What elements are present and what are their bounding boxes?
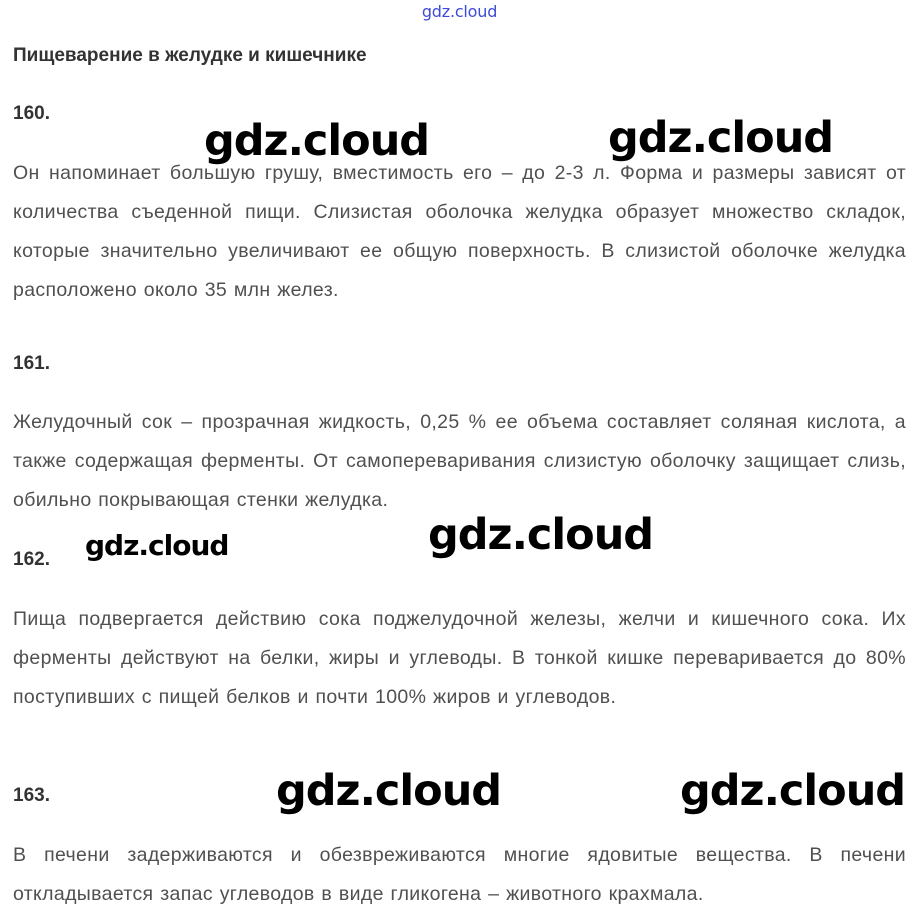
- watermark: gdz.cloud: [428, 510, 654, 560]
- watermark: gdz.cloud: [85, 529, 229, 562]
- task-number-160: 160.: [13, 103, 50, 124]
- answer-text-160: Он напоминает большую грушу, вместимость его – до 2-3 л. Форма и размеры зависят от количества съеденной пищи. Слизистая оболочка желудка образует множество складок, которые значительно увеличивают ее общую поверхность. В слизистой оболочке желудка расположено около 35 млн желез.: [13, 162, 906, 301]
- watermark: gdz.cloud: [276, 766, 502, 816]
- watermark: gdz.cloud: [680, 766, 906, 816]
- page-title: Пищеварение в желудке и кишечнике: [13, 45, 367, 66]
- answer-text-162: Пища подвергается действию сока поджелудочной железы, желчи и кишечного сока. Их ферменты действуют на белки, жиры и углеводы. В тонкой кишке переваривается до 80% поступивших с пищей белков и почти 100% жиров и углеводов.: [13, 608, 906, 708]
- watermark: gdz.cloud: [608, 113, 834, 163]
- task-number-162: 162.: [13, 549, 50, 570]
- answer-text-161: Желудочный сок – прозрачная жидкость, 0,25 % ее объема составляет соляная кислота, а также содержащая ферменты. От самопереваривания слизистую оболочку защищает слизь, обильно покрывающая стенки желудка.: [13, 411, 906, 511]
- answer-text-163: В печени задерживаются и обезвреживаются многие ядовитые вещества. В печени откладывается запас углеводов в виде гликогена – животного крахмала.: [13, 844, 906, 905]
- task-number-163: 163.: [13, 785, 50, 806]
- watermark: gdz.cloud: [204, 116, 430, 166]
- top-watermark-link[interactable]: gdz.cloud: [421, 2, 498, 21]
- task-number-161: 161.: [13, 353, 50, 374]
